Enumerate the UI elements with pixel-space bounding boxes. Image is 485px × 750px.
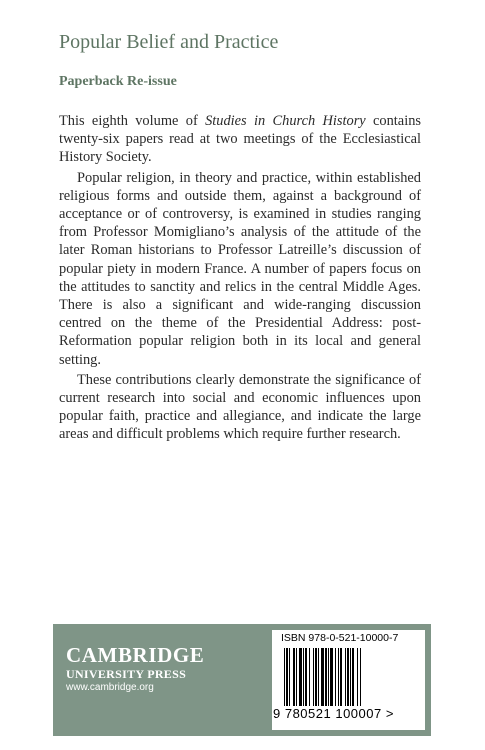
publisher-press: UNIVERSITY PRESS [66, 667, 187, 681]
isbn-label: ISBN 978-0-521-10000-7 [281, 632, 399, 644]
barcode-panel [272, 630, 425, 730]
publisher-logo [66, 644, 204, 694]
p1-text-start: This eighth volume of [59, 113, 206, 129]
edition-label: Paperback Re-issue [59, 74, 177, 89]
p1-text-end: contains twenty-six papers read at two meetings of the Ecclesiastical History Society. [59, 113, 421, 166]
description-paragraph-1 [59, 112, 421, 167]
cover-text [59, 30, 421, 446]
publisher-name: CAMBRIDGE [66, 643, 205, 667]
barcode-bars [284, 648, 414, 706]
description-paragraph-3: These contributions clearly demonstrate the significance of current research into social and economic influences upon popular faith, practice and allegiance, and indicate the large areas and difficult problems which require further research. [59, 371, 421, 443]
description-paragraph-2: Popular religion, in theory and practice, within established religious forms and outside them, against a background of acceptance or of controversy, is examined in studies ranging from Professor Momigliano’s analysis of the attitude of the later Roman historians to Professor Latreille’s discussion of popular piety in modern France. A number of papers focus on the attitudes to sanctity and relics in the central Middle Ages. There is also a significant and wide-ranging discussion centred on the theme of the Presidential Address: post-Reformation popular religion both in its local and general setting. [59, 169, 421, 368]
publisher-footer [53, 624, 431, 736]
publisher-url: www.cambridge.org [66, 682, 154, 693]
series-title: Studies in Church History [205, 113, 366, 129]
book-title: Popular Belief and Practice [59, 31, 279, 53]
barcode-number: 9 780521 100007 > [273, 706, 394, 721]
